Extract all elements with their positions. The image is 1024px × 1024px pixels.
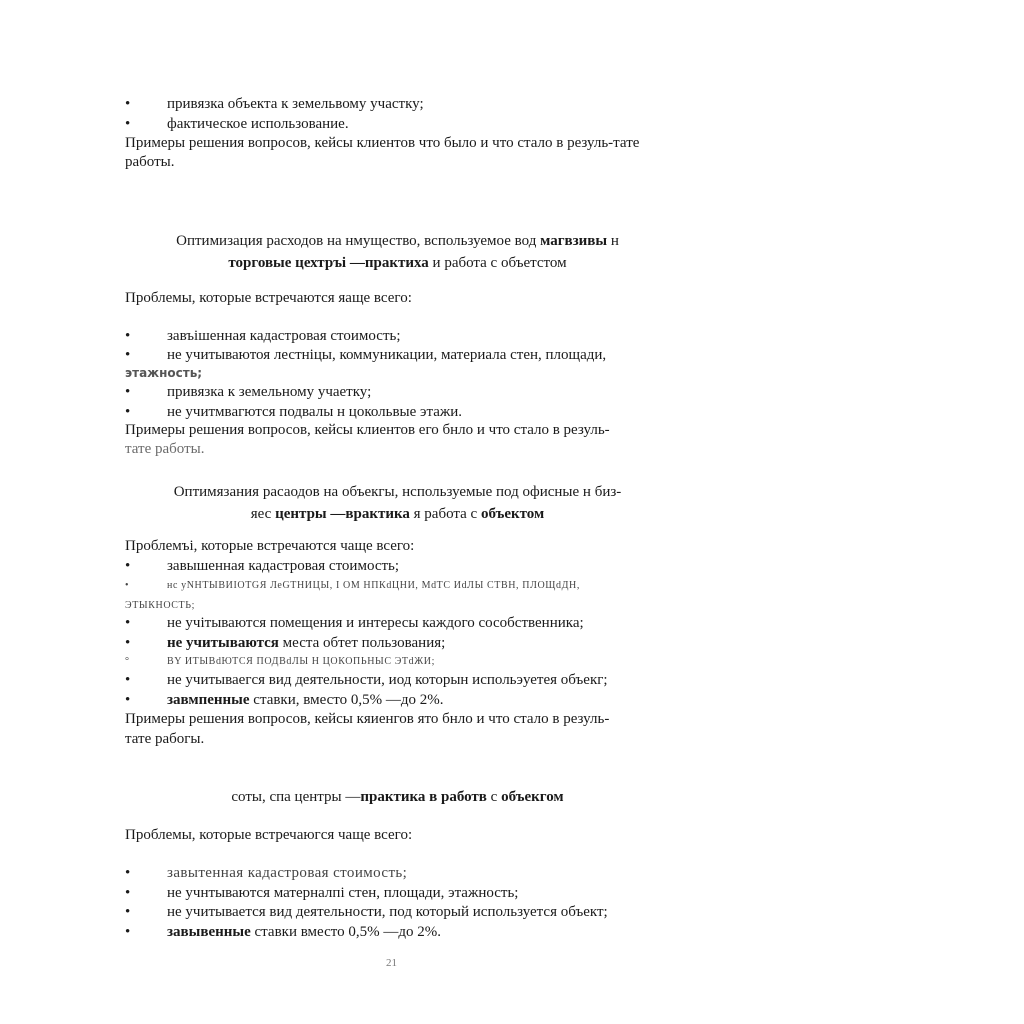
bullet: • [125, 924, 131, 940]
bullet: • [125, 558, 131, 574]
bullet: • [125, 635, 131, 651]
list-item-text: не учитмвагются подвалы н цокольвые этажи. [167, 404, 463, 420]
list-item-text: не учитывается вид деятельности, под который используется объект; [167, 904, 608, 920]
list-item-text: завытенная кадастровая стоимость; [167, 865, 408, 881]
list-item-text: фактическое использование. [167, 116, 349, 132]
section-heading: Оптимязания расаодов на объекгы, нспользуемые под офисные н биз- яес центры —врактика я работа с объектом [173, 484, 622, 522]
examples-paragraph: Примеры решения вопросов, кейсы кяиенгов ято бнло и что стало в резуль- [125, 711, 610, 727]
list-item-text: не учитываются места обтет пользования; [167, 635, 446, 651]
list-item-text: не учітываются помещения и интересы каждого сособственника; [167, 615, 584, 631]
section-heading: Оптимизация расходов на нмущество, вспользуемое вод магвзивы н торговые цехтръі —практиха и работа с объетстом [176, 233, 619, 271]
list-item-text: BY ИТЫВdЮТСЯ ПОДВdЛЫ Н ЦОКОПЬНЫС ЭТdЖИ; [167, 656, 435, 667]
bullet: • [125, 384, 131, 400]
examples-paragraph-cont: тате рабогы. [125, 731, 205, 747]
bullet: • [125, 116, 131, 132]
bullet: • [125, 404, 131, 420]
list-item-text: не учитываютоя лестніцы, коммуникации, материала стен, площади, [167, 347, 607, 363]
section-heading: соты, спа центры —практика в работв с объекгом [231, 789, 564, 805]
bullet: • [125, 580, 130, 591]
bullet: • [125, 672, 131, 688]
examples-paragraph-cont: тате работы. [125, 441, 205, 457]
problems-intro: Проблемы, которые встречаюгся чаще всего: [125, 827, 413, 843]
bullet: • [125, 692, 131, 708]
bullet: • [125, 96, 131, 112]
bullet: • [125, 328, 131, 344]
list-item-text: завышенная кадастровая стоимость; [167, 558, 400, 574]
bullet: • [125, 347, 131, 363]
list-item-text: привязка к земельному учаетку; [167, 384, 372, 400]
bullet: • [125, 904, 131, 920]
list-item-text: не учнтываются матерналпі стен, площади, этажность; [167, 885, 519, 901]
list-item-continuation: ЭТЫКНОСТЬ; [125, 600, 195, 611]
page-number: 21 [386, 957, 397, 969]
examples-paragraph: Примеры решения вопросов, кейсы клиентов что было и что стало в резуль-тате работы. [125, 135, 640, 170]
list-item-text: завмпенные ставки, вместо 0,5% —до 2%. [167, 692, 444, 708]
list-item-text: нс уNНТЫВИIOТGЯ ЛеGТНИЦЫ, I ОМ НПКdЦНИ, МdТС ИdЛЫ СТВН, ПЛОЩdДН, [167, 580, 580, 591]
list-item-text: привязка объекта к земельвому участку; [167, 96, 424, 112]
problems-intro: Проблемы, которые встречаются яаще всего: [125, 290, 412, 306]
list-item-continuation: этажность; [125, 366, 203, 380]
list-item-text: завъішенная кадастровая стоимость; [167, 328, 401, 344]
list-item-text: не учитываегся вид деятельности, иод которын испольэуетея объекг; [167, 672, 608, 688]
bullet: • [125, 615, 131, 631]
bullet: ° [125, 656, 130, 667]
examples-paragraph: Примеры решения вопросов, кейсы клиентов его бнло и что стало в резуль- [125, 422, 610, 438]
problems-intro: Проблемъі, которые встречаются чаще всего: [125, 538, 415, 554]
bullet: • [125, 885, 131, 901]
list-item-text: завывенные ставки вместо 0,5% —до 2%. [167, 924, 441, 940]
bullet: • [125, 865, 131, 881]
